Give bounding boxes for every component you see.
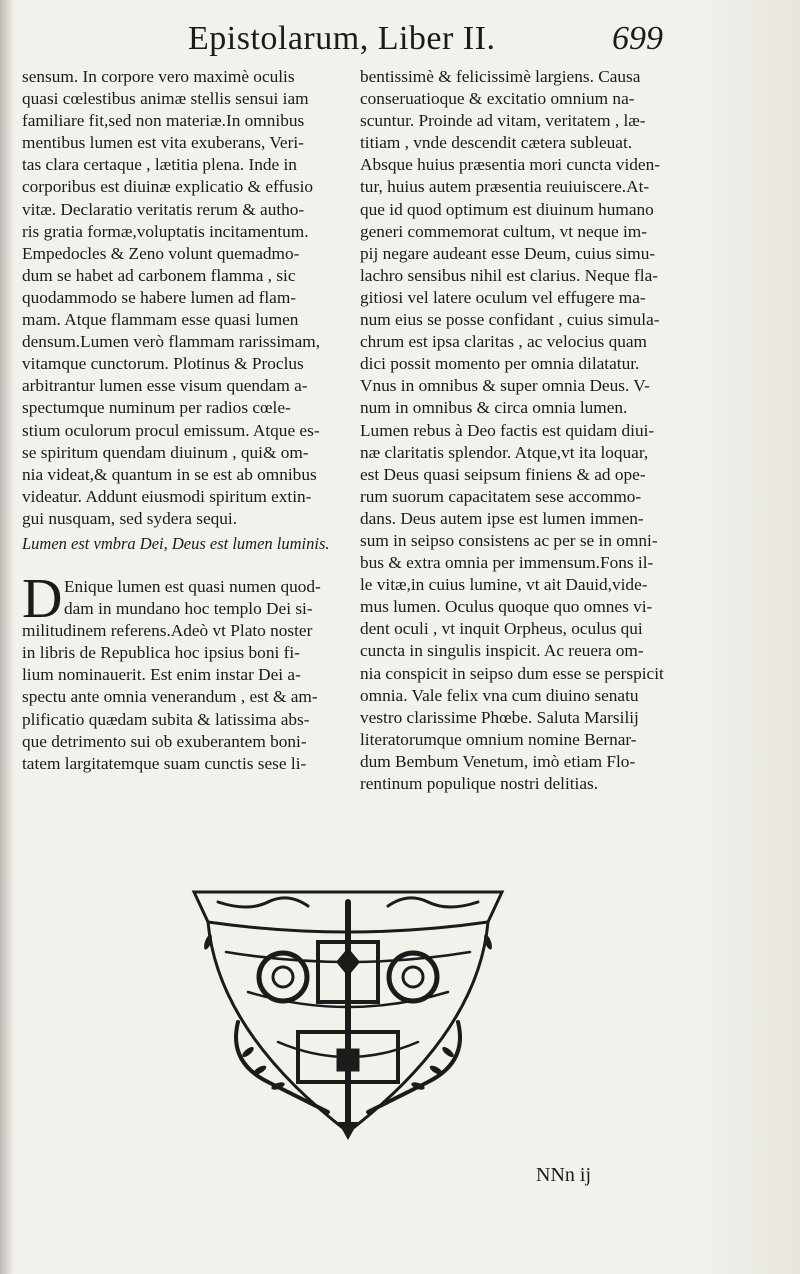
text-line: bentissimè & felicissimè largiens. Causa — [360, 67, 641, 86]
text-line: tatem largitatemque suam cunctis sese li- — [22, 753, 307, 773]
text-line: næ claritatis splendor. Atque,vt ita loquar, — [360, 442, 649, 462]
text-line: vestro clarissime Phœbe. Saluta Marsilij — [360, 707, 639, 727]
text-line: cuncta in singulis inspicit. Ac reuera om- — [360, 641, 644, 661]
text-line: rentinum populique nostri delitias. — [360, 774, 599, 793]
text-line: sum in seipso consistens ac per se in omni- — [360, 530, 658, 550]
tailpiece-ornament-icon — [188, 882, 508, 1144]
text-line: mentibus lumen est vita exuberans, Veri- — [22, 133, 304, 153]
text-line: dum se habet ad carbonem flamma , sic — [22, 265, 296, 285]
text-line: conseruatioque & excitatio omnium na- — [360, 89, 635, 109]
text-line: scuntur. Proinde ad vitam, veritatem , læ- — [360, 111, 646, 131]
text-line: dum Bembum Venetum, imò etiam Flo- — [360, 751, 636, 771]
text-line: Vnus in omnibus & super omnia Deus. V- — [360, 376, 650, 396]
text-line: vitamque cunctorum. Plotinus & Proclus — [22, 354, 304, 374]
text-line: dam in mundano hoc templo Dei si- — [64, 599, 313, 619]
right-column — [360, 66, 682, 795]
text-line: in libris de Republica hoc ipsius boni fi- — [22, 643, 300, 663]
text-line: titiam , vnde descendit cætera subleuat. — [360, 133, 633, 153]
text-line: Empedocles & Zeno volunt quemadmo- — [22, 243, 300, 263]
left-column — [22, 66, 344, 530]
text-line: dans. Deus autem ipse est lumen immen- — [360, 508, 644, 528]
text-line: Absque huius præsentia mori cuncta viden- — [360, 155, 660, 175]
text-line: bus & extra omnia per immensum.Fons il- — [360, 553, 654, 573]
text-line: gui nusquam, sed sydera sequi. — [22, 508, 238, 528]
text-line: num in omnibus & circa omnia lumen. — [360, 398, 628, 418]
text-line: mam. Atque flammam esse quasi lumen — [22, 310, 299, 330]
text-line: lium nominauerit. Est enim instar Dei a- — [22, 665, 301, 685]
text-line: rum suorum capacitatem sese accommo- — [360, 486, 642, 506]
text-line: tas clara certaque , lætitia plena. Inde in — [22, 155, 297, 175]
page-number: 699 — [612, 20, 663, 57]
binding-shadow — [0, 0, 14, 1274]
text-line: spectu ante omnia venerandum , est & am- — [22, 687, 318, 707]
text-line: pij negare audeant esse Deum, cuius simu- — [360, 243, 656, 263]
text-line: stium oculorum procul emissum. Atque es- — [22, 420, 320, 440]
text-line: spectumque numinum per radios cœle- — [22, 398, 291, 418]
text-line: vitæ. Declaratio veritatis rerum & autho- — [22, 199, 305, 219]
text-line: nia videat,& quantum in se est ab omnibus — [22, 464, 317, 484]
text-line: gitiosi vel latere oculum vel effugere ma- — [360, 287, 646, 307]
text-line: dent oculi , vt inquit Orpheus, oculus qui — [360, 619, 643, 639]
text-line: familiare fit,sed non materiæ.In omnibus — [22, 111, 305, 131]
text-line: tur, huius autem præsentia reuiuiscere.At- — [360, 177, 650, 197]
text-line: num eius se posse confidant , cuius simula- — [360, 310, 660, 330]
text-line: ris gratia formæ,voluptatis incitamentum. — [22, 221, 309, 241]
text-line: nia conspicit in seipso dum esse se perspicit — [360, 663, 664, 683]
page-edge-shadow — [690, 0, 800, 1274]
text-line: chrum est ipsa claritas , ac velocius quam — [360, 332, 647, 352]
text-line: le vitæ,in cuius lumine, vt ait Dauid,vide- — [360, 575, 648, 595]
running-head: Epistolarum, Liber II. — [188, 20, 496, 57]
text-line: lachro sensibus nihil est clarius. Neque fla- — [360, 265, 659, 285]
text-line: dici possit momento per omnia dilatatur. — [360, 354, 640, 374]
text-line: corporibus est diuinæ explicatio & effusio — [22, 177, 314, 197]
signature-mark: NNn ij — [536, 1164, 591, 1186]
text-line: arbitrantur lumen esse visum quendam a- — [22, 376, 308, 396]
text-line: est Deus quasi seipsum finiens & ad ope- — [360, 464, 646, 484]
text-line: Lumen rebus à Deo factis est quidam diui- — [360, 420, 655, 440]
text-line: quasi cœlestibus animæ stellis sensui iam — [22, 89, 309, 109]
text-line: militudinem referens.Adeò vt Plato noster — [22, 621, 313, 641]
text-line: generi commemorat cultum, vt neque im- — [360, 221, 647, 241]
text-line: sensum. In corpore vero maximè oculis — [22, 67, 295, 86]
text-line: densum.Lumen verò flammam rarissimam, — [22, 332, 321, 352]
text-line: mus lumen. Oculus quoque quo omnes vi- — [360, 597, 653, 617]
text-line: se spiritum quendam diuinum , qui& om- — [22, 442, 309, 462]
text-line: quodammodo se habere lumen ad flam- — [22, 287, 297, 307]
text-line: literatorumque omnium nomine Bernar- — [360, 729, 637, 749]
text-line: videatur. Addunt eiusmodi spiritum extin- — [22, 486, 312, 506]
text-line: que detrimento sui ob exuberantem boni- — [22, 731, 307, 751]
text-line: plificatio quædam subita & latissima abs- — [22, 709, 310, 729]
text-line: omnia. Vale felix vna cum diuino senatu — [360, 685, 639, 705]
paragraph-with-dropcap — [22, 568, 344, 775]
text-line: Enique lumen est quasi numen quod- — [64, 577, 321, 596]
drop-cap: D — [22, 568, 63, 630]
section-heading: Lumen est vmbra Dei, Deus est lumen luminis. — [22, 534, 330, 553]
text-line: que id quod optimum est diuinum humano — [360, 199, 654, 219]
